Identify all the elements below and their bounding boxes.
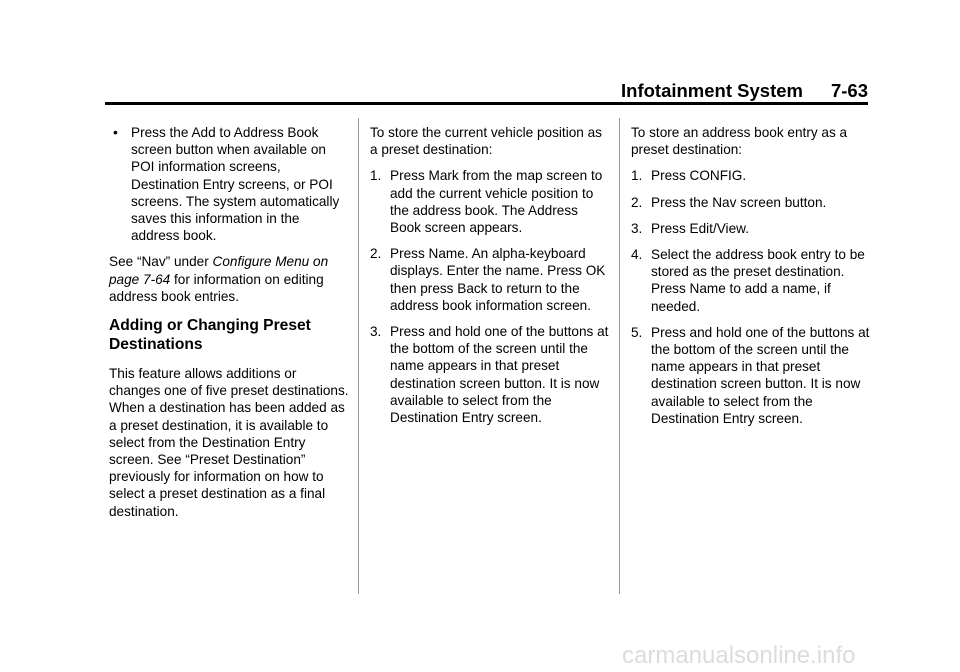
bullet-text: Press the Add to Address Book screen button when available on POI information screens, Destination Entry screens, or POI screens. The system automatically saves this information in the address book. [131,125,340,244]
step-text: Press the Nav screen button. [651,194,827,210]
bullet-icon: • [113,124,118,140]
watermark: carmanualsonline.info [622,642,856,669]
step-text: Press and hold one of the buttons at the bottom of the screen until the name appears in that preset destination screen button. It is now available to select from the Destination Entry screen. [651,324,870,426]
step-number: 3. [631,220,643,236]
column-divider-1 [358,118,359,594]
list-item [631,324,871,427]
header-rule [105,102,868,105]
section-heading: Adding or Changing Preset Destinations [109,317,311,353]
step-text: Press Name. An alpha-keyboard displays. Enter the name. Press OK then press Back to return to the address book information screen. [390,246,606,313]
body-paragraph: This feature allows additions or changes one of five preset destinations. When a destination has been added as a preset destination, it is available to select from the Destination Entry screen. See “Preset Destination” previously for information on how to select a preset destination as a final destination. [109,366,349,519]
step-number: 4. [631,247,643,263]
step-number: 1. [631,168,643,184]
step-text: Press CONFIG. [651,168,747,184]
step-text: Press Edit/View. [651,220,749,236]
list-item [370,245,610,314]
list-item [370,167,610,236]
list-item [631,220,871,237]
list-item [631,194,871,211]
cross-reference-link[interactable]: Configure Menu on page 7‑64 [109,254,329,287]
step-text: Press Mark from the map screen to add the current vehicle position to the address book. The Address Book screen appears. [390,168,603,236]
page-number: 7-63 [830,80,868,101]
step-number: 3. [370,324,382,340]
step-number: 1. [370,168,382,184]
column-divider-2 [619,118,620,594]
bullet-item [109,124,351,244]
column-1 [109,124,351,529]
section-title: Infotainment System [621,80,803,101]
list-item [370,323,610,426]
step-number: 2. [631,194,643,210]
list-item [631,167,871,184]
step-number: 2. [370,246,382,262]
step-text: Press and hold one of the buttons at the bottom of the screen until the name appears in that preset destination screen button. It is now available to select from the Destination Entry screen. [390,324,609,426]
column-3 [631,124,871,436]
column-2 [370,124,610,435]
step-text: Select the address book entry to be stored as the preset destination. Press Name to add a name, if needed. [651,247,865,314]
see-reference [109,253,351,305]
step-number: 5. [631,324,643,340]
intro-paragraph: To store the current vehicle position as a preset destination: [370,125,602,158]
see-prefix: See “Nav” under [109,254,213,270]
see-suffix: for information on editing address book entries. [109,271,324,304]
list-item [631,246,871,315]
intro-paragraph: To store an address book entry as a preset destination: [631,125,848,158]
